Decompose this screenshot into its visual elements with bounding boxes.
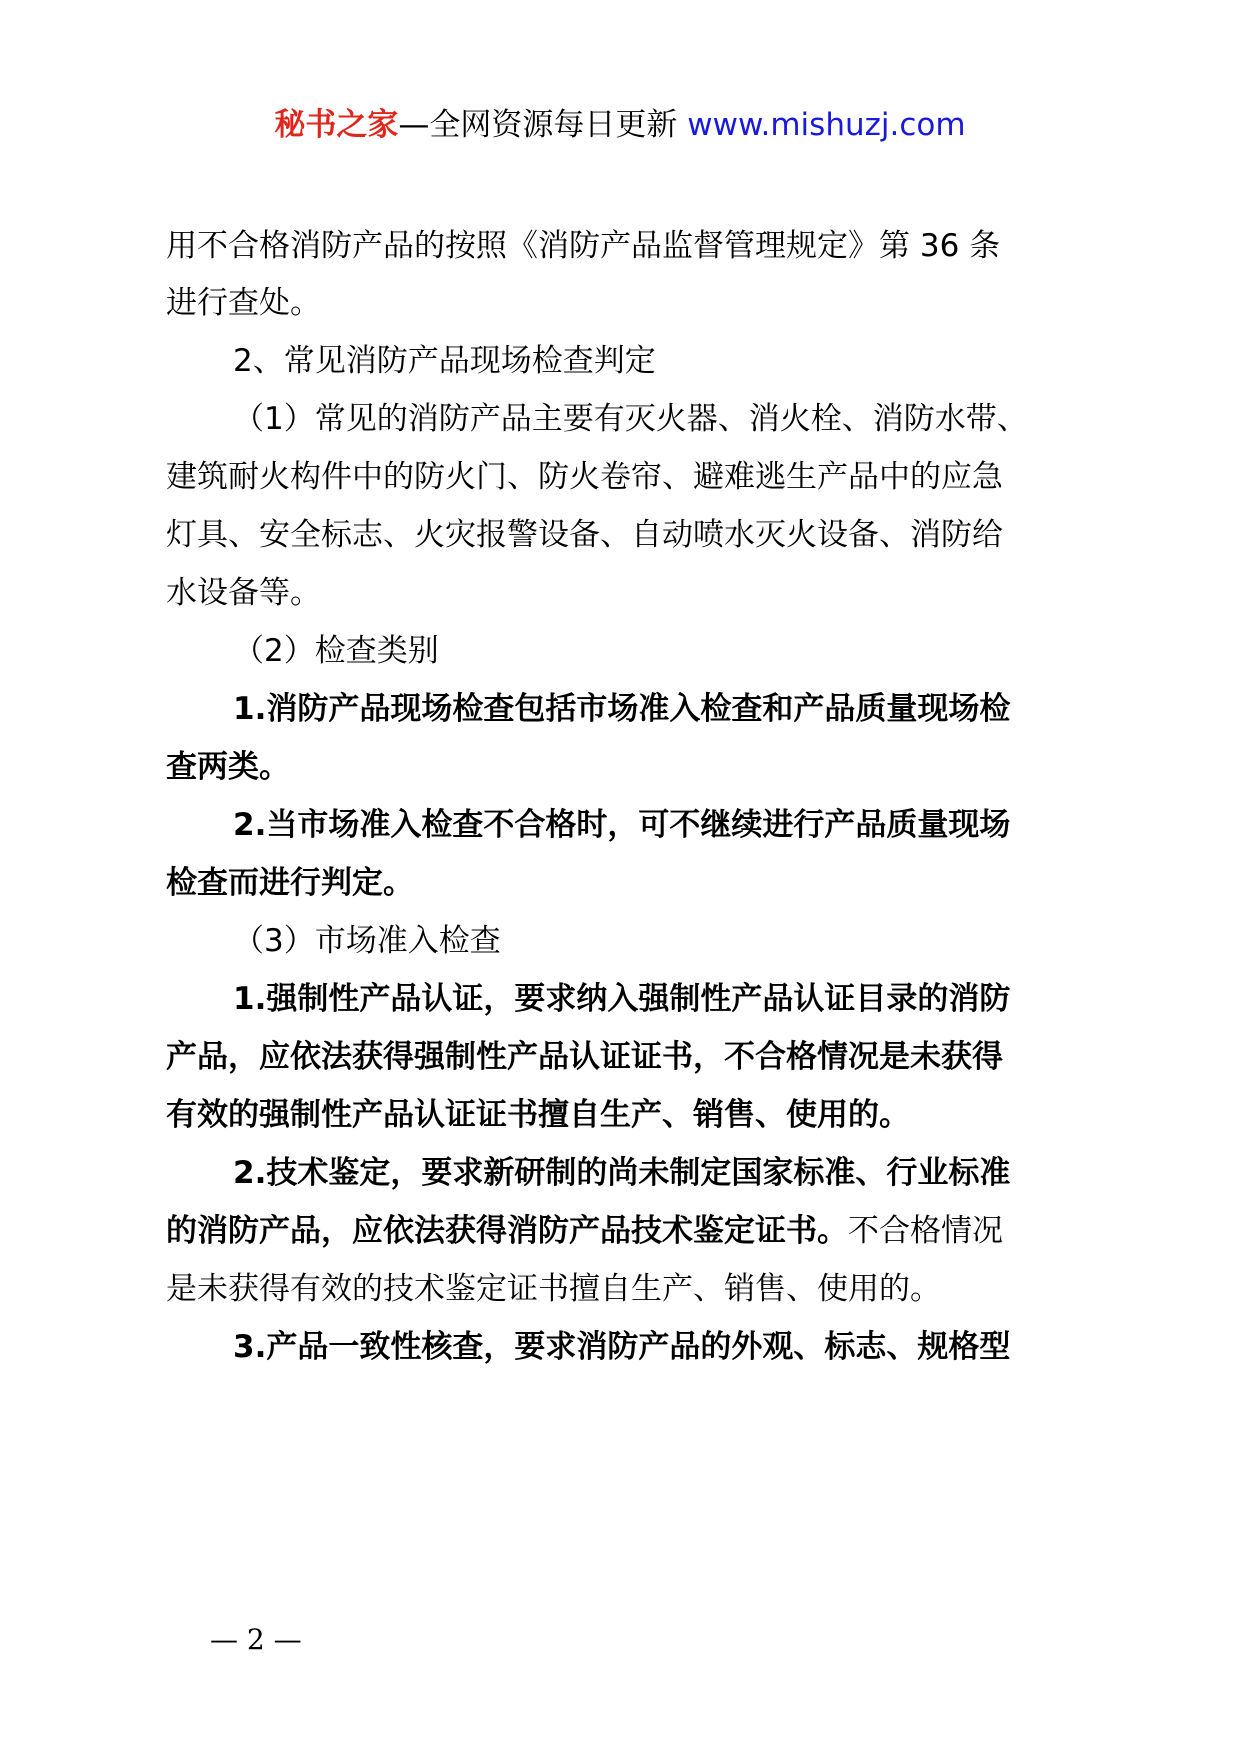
bold-paragraph-line: 有效的强制性产品认证证书擅自生产、销售、使用的。: [166, 1097, 910, 1133]
bold-paragraph-line: 检查而进行判定。: [166, 865, 414, 901]
bold-text-run: 的消防产品，应依法获得消防产品技术鉴定证书。: [166, 1213, 848, 1249]
page-number: — 2 —: [210, 1623, 302, 1656]
bold-paragraph-line: 2.当市场准入检查不合格时，可不继续进行产品质量现场: [233, 807, 1011, 843]
plain-text-run: 不合格情况: [848, 1213, 1003, 1249]
site-brand: 秘书之家: [274, 107, 399, 143]
paragraph-line: （1）常见的消防产品主要有灭火器、消火栓、消防水带、: [233, 401, 1028, 437]
site-slogan: —全网资源每日更新: [398, 107, 688, 143]
paragraph-line: 水设备等。: [166, 575, 321, 611]
bold-paragraph-line: 产品，应依法获得强制性产品认证证书，不合格情况是未获得: [166, 1039, 1003, 1075]
section-heading: 2、常见消防产品现场检查判定: [233, 343, 656, 379]
bold-paragraph-line: 1.强制性产品认证，要求纳入强制性产品认证目录的消防: [233, 981, 1011, 1017]
site-header: [0, 100, 1240, 150]
paragraph-line: 灯具、安全标志、火灾报警设备、自动喷水灭火设备、消防给: [166, 517, 1003, 553]
subsection-heading: （3）市场准入检查: [233, 923, 501, 959]
paragraph-line: 建筑耐火构件中的防火门、防火卷帘、避难逃生产品中的应急: [166, 459, 1003, 495]
bold-paragraph-line: 2.技术鉴定，要求新研制的尚未制定国家标准、行业标准: [233, 1155, 1011, 1191]
site-url-link[interactable]: www.mishuzj.com: [687, 107, 966, 143]
bold-paragraph-line: 查两类。: [166, 749, 290, 785]
paragraph-line: 用不合格消防产品的按照《消防产品监督管理规定》第 36 条: [166, 228, 1001, 264]
subsection-heading: （2）检查类别: [233, 633, 439, 669]
paragraph-line: 进行查处。: [166, 285, 321, 321]
paragraph-line: 是未获得有效的技术鉴定证书擅自生产、销售、使用的。: [166, 1271, 941, 1307]
bold-paragraph-line: 1.消防产品现场检查包括市场准入检查和产品质量现场检: [233, 691, 1011, 727]
bold-paragraph-line: 3.产品一致性核查，要求消防产品的外观、标志、规格型: [233, 1329, 1011, 1365]
paragraph-line: [166, 1211, 1096, 1251]
